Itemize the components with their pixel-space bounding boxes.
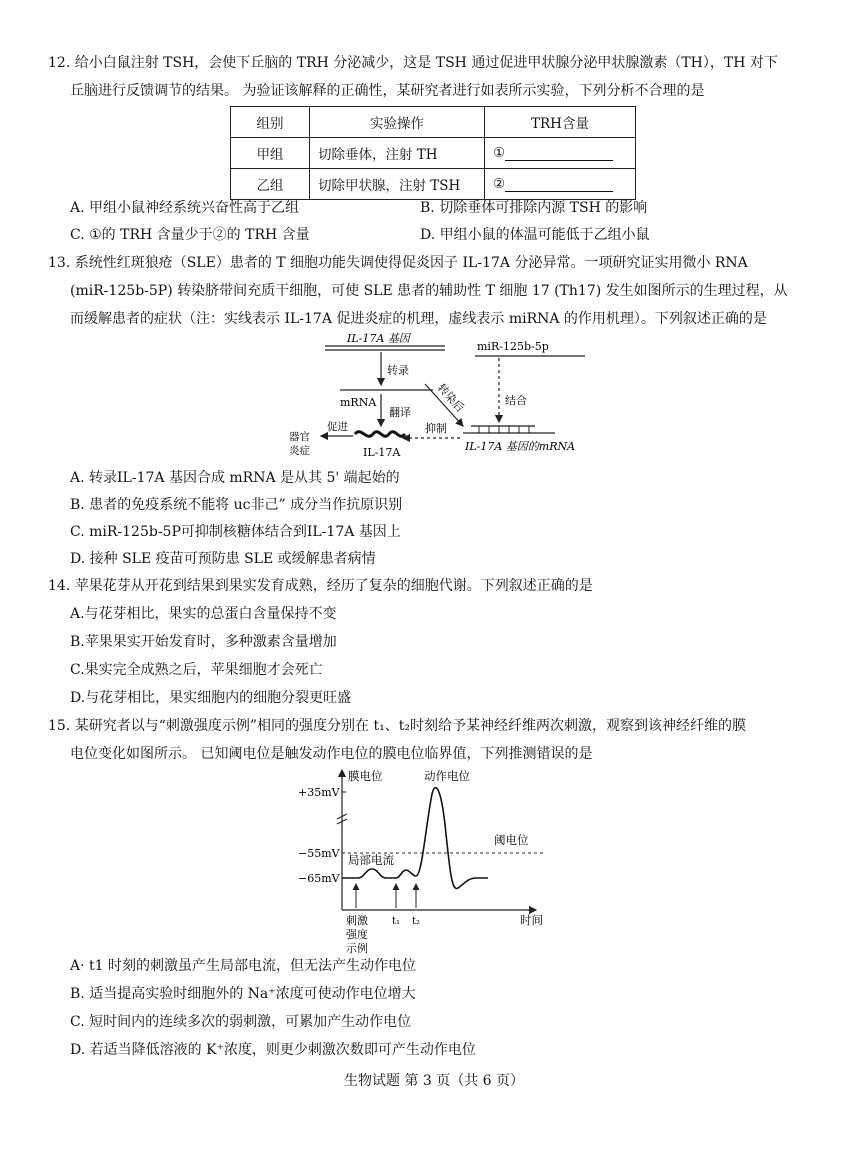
y-tick-55: −55mV bbox=[298, 847, 340, 860]
threshold-label: 阈电位 bbox=[494, 833, 529, 847]
q14-option-d: D.与花芽相比，果实细胞内的细胞分裂更旺盛 bbox=[70, 690, 352, 706]
action-potential-label: 动作电位 bbox=[424, 769, 470, 783]
q13-stem-line2: (miR-125b-5P) 转染脐带间充质干细胞，可使 SLE 患者的辅助性 T 细胞 17 (Th17) 发生如图所示的生理过程，从 bbox=[70, 283, 788, 299]
y-tick-35: +35mV bbox=[298, 786, 340, 799]
q15-option-a: A· t1 时刻的刺激虽产生局部电流，但无法产生动作电位 bbox=[70, 958, 416, 974]
q13-option-a: A. 转录IL-17A 基因合成 mRNA 是从其 5' 端起始的 bbox=[70, 470, 400, 486]
q13-option-c: C. miR-125b-5P可抑制核糖体结合到IL-17A 基因上 bbox=[70, 524, 401, 540]
promote-label: 促进 bbox=[327, 421, 348, 433]
stimulus-label-3: 示例 bbox=[346, 942, 368, 954]
duplex-rungs bbox=[479, 426, 529, 433]
organ-label: 器官 bbox=[289, 431, 310, 443]
x-axis-label: 时间 bbox=[520, 913, 543, 927]
y-tick-65: −65mV bbox=[298, 872, 340, 885]
table-cell bbox=[485, 138, 636, 169]
table-cell: 乙组 bbox=[231, 169, 310, 200]
stimulus-label-2: 强度 bbox=[346, 928, 368, 941]
table-header-cell: 组别 bbox=[231, 107, 310, 138]
q14-option-c: C.果实完全成熟之后，苹果细胞才会死亡 bbox=[70, 662, 323, 678]
transfect-label: 转染后 bbox=[434, 381, 467, 415]
q14-option-a: A.与花芽相比，果实的总蛋白含量保持不变 bbox=[70, 606, 337, 622]
q12-experiment-table bbox=[230, 106, 636, 200]
answer-blank bbox=[505, 177, 613, 192]
transcription-label: 转录 bbox=[387, 364, 409, 377]
mrna-label: mRNA bbox=[340, 396, 377, 409]
q15-option-b: B. 适当提高实验时细胞外的 Na⁺浓度可使动作电位增大 bbox=[70, 986, 416, 1002]
q12-stem-line2: 丘脑进行反馈调节的结果。 为验证该解释的正确性，某研究者进行如表所示实验，下列分析不合理的是 bbox=[70, 83, 705, 99]
q12-option-b: B. 切除垂体可排除内源 TSH 的影响 bbox=[420, 200, 648, 216]
table-cell: 甲组 bbox=[231, 138, 310, 169]
q13-stem-line1: 13. 系统性红斑狼疮（SLE）患者的 T 细胞功能失调使得促炎因子 IL-17A 分泌异常。一项研究证实用微小 RNA bbox=[48, 255, 748, 271]
table-header-cell: 实验操作 bbox=[310, 107, 485, 138]
q15-stem-line1: 15. 某研究者以与“刺激强度示例”相同的强度分别在 t₁、t₂时刻给予某神经纤维两次刺激，观察到该神经纤维的膜 bbox=[48, 718, 746, 734]
table-header-row bbox=[231, 107, 636, 138]
protein-blob bbox=[355, 432, 405, 437]
q15-membrane-potential-graph bbox=[296, 764, 556, 954]
mirna-label: miR-125b-5p bbox=[477, 340, 549, 353]
q15-stem-line2: 电位变化如图所示。 已知阈电位是触发动作电位的膜电位临界值，下列推测错误的是 bbox=[70, 746, 593, 762]
table-row bbox=[231, 169, 636, 200]
q12-option-a: A. 甲组小鼠神经系统兴奋性高于乙组 bbox=[70, 200, 300, 216]
q12-stem-line1: 12. 给小白鼠注射 TSH，会使下丘脑的 TRH 分泌减少，这是 TSH 通过促进甲状腺分泌甲状腺激素（TH），TH 对下 bbox=[48, 55, 778, 71]
inhibit-label: 抑制 bbox=[425, 422, 447, 435]
table-cell bbox=[485, 169, 636, 200]
t1-label: t₁ bbox=[392, 916, 401, 927]
q15-option-c: C. 短时间内的连续多次的弱刺激，可累加产生动作电位 bbox=[70, 1014, 412, 1030]
potential-curve bbox=[342, 788, 488, 889]
q13-stem-line3: 而缓解患者的症状（注：实线表示 IL-17A 促进炎症的机理，虚线表示 miRNA 的作用机理）。下列叙述正确的是 bbox=[70, 311, 767, 327]
q14-option-b: B.苹果果实开始发育时，多种激素含量增加 bbox=[70, 634, 337, 650]
q12-option-c: C. ①的 TRH 含量少于②的 TRH 含量 bbox=[70, 227, 310, 243]
answer-blank bbox=[505, 146, 613, 161]
q12-option-d: D. 甲组小鼠的体温可能低于乙组小鼠 bbox=[420, 227, 650, 243]
q13-option-b: B. 患者的免疫系统不能将 uc非己” 成分当作抗原识别 bbox=[70, 497, 403, 513]
q15-option-d: D. 若适当降低溶液的 K⁺浓度，则更少刺激次数即可产生动作电位 bbox=[70, 1042, 476, 1058]
answer-marker: ① bbox=[493, 145, 506, 161]
inflammation-label: 炎症 bbox=[289, 445, 310, 457]
table-header-cell: TRH含量 bbox=[485, 107, 636, 138]
q13-mechanism-diagram bbox=[285, 330, 595, 460]
q13-option-d: D. 接种 SLE 疫苗可预防患 SLE 或缓解患者病情 bbox=[70, 551, 376, 567]
binding-label: 结合 bbox=[505, 394, 527, 407]
table-cell: 切除甲状腺，注射 TSH bbox=[310, 169, 485, 200]
local-current-label: 局部电流 bbox=[348, 853, 394, 867]
page-footer: 生物试题 第 3 页（共 6 页） bbox=[343, 1073, 525, 1089]
gene-label: IL-17A 基因 bbox=[347, 332, 410, 345]
protein-label: IL-17A bbox=[363, 446, 401, 459]
target-mrna-label: IL-17A 基因的mRNA bbox=[465, 440, 576, 453]
translation-label: 翻译 bbox=[389, 406, 411, 419]
table-cell: 切除垂体，注射 TH bbox=[310, 138, 485, 169]
answer-marker: ② bbox=[493, 176, 506, 192]
y-axis-label: 膜电位 bbox=[348, 769, 383, 783]
stimulus-label-1: 刺激 bbox=[346, 914, 368, 927]
t2-label: t₂ bbox=[412, 916, 421, 927]
table-row bbox=[231, 138, 636, 169]
q14-stem: 14. 苹果花芽从开花到结果到果实发育成熟，经历了复杂的细胞代谢。下列叙述正确的是 bbox=[48, 578, 593, 594]
